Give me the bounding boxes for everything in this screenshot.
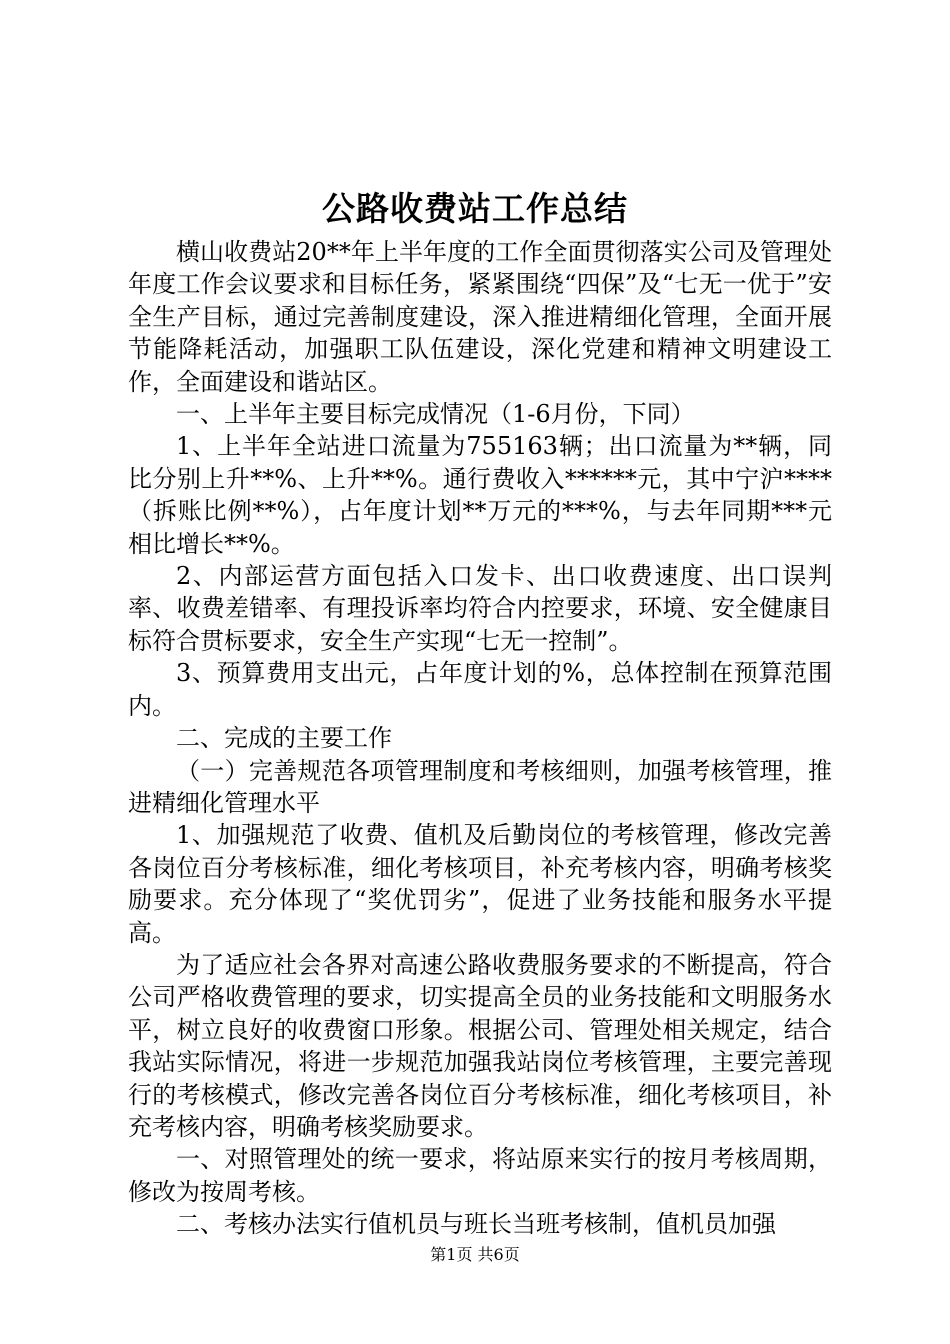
paragraph-subsection-1-heading: （一）完善规范各项管理制度和考核细则，加强考核管理，推进精细化管理水平	[128, 756, 832, 817]
paragraph-assessment: 1、加强规范了收费、值机及后勤岗位的考核管理，修改完善各岗位百分考核标准，细化考核项目，补充考核内容，明确考核奖励要求。充分体现了“奖优罚劣”，促进了业务技能和服务水平提高。	[128, 821, 832, 947]
paragraph-operations: 2、内部运营方面包括入口发卡、出口收费速度、出口误判率、收费差错率、有理投诉率均符合内控要求，环境、安全健康目标符合贯标要求，安全生产实现“七无一控制”。	[128, 562, 832, 655]
paragraph-shift-assessment: 二、考核办法实行值机员与班长当班考核制，值机员加强	[176, 1210, 776, 1239]
page-number-footer: 第1页 共6页	[430, 1245, 520, 1264]
paragraph-weekly-assessment: 一、对照管理处的统一要求，将站原来实行的按月考核周期，修改为按周考核。	[128, 1145, 832, 1206]
paragraph-traffic-revenue: 1、上半年全站进口流量为755163辆；出口流量为**辆，同比分别上升**%、上升**%。通行费收入******元，其中宁沪****（拆账比例**%），占年度计划**万元的***%，与去年同期***元相比增长**%。	[128, 432, 832, 558]
paragraph-budget: 3、预算费用支出元，占年度计划的%，总体控制在预算范围内。	[128, 659, 832, 720]
document-title: 公路收费站工作总结	[322, 189, 628, 228]
paragraph-section-2-heading: 二、完成的主要工作	[176, 724, 392, 753]
paragraph-intro: 横山收费站20**年上半年度的工作全面贯彻落实公司及管理处年度工作会议要求和目标任务，紧紧围绕“四保”及“七无一优于”安全生产目标，通过完善制度建设，深入推进精细化管理，全面开展节能降耗活动，加强职工队伍建设，深化党建和精神文明建设工作，全面建设和谐站区。	[128, 238, 832, 396]
document-body	[128, 236, 832, 1241]
paragraph-section-1-heading: 一、上半年主要目标完成情况（1-6月份，下同）	[176, 400, 695, 429]
paragraph-service-standards: 为了适应社会各界对高速公路收费服务要求的不断提高，符合公司严格收费管理的要求，切实提高全员的业务技能和文明服务水平，树立良好的收费窗口形象。根据公司、管理处相关规定，结合我站实际情况，将进一步规范加强我站岗位考核管理，主要完善现行的考核模式，修改完善各岗位百分考核标准，细化考核项目，补充考核内容，明确考核奖励要求。	[128, 950, 832, 1141]
